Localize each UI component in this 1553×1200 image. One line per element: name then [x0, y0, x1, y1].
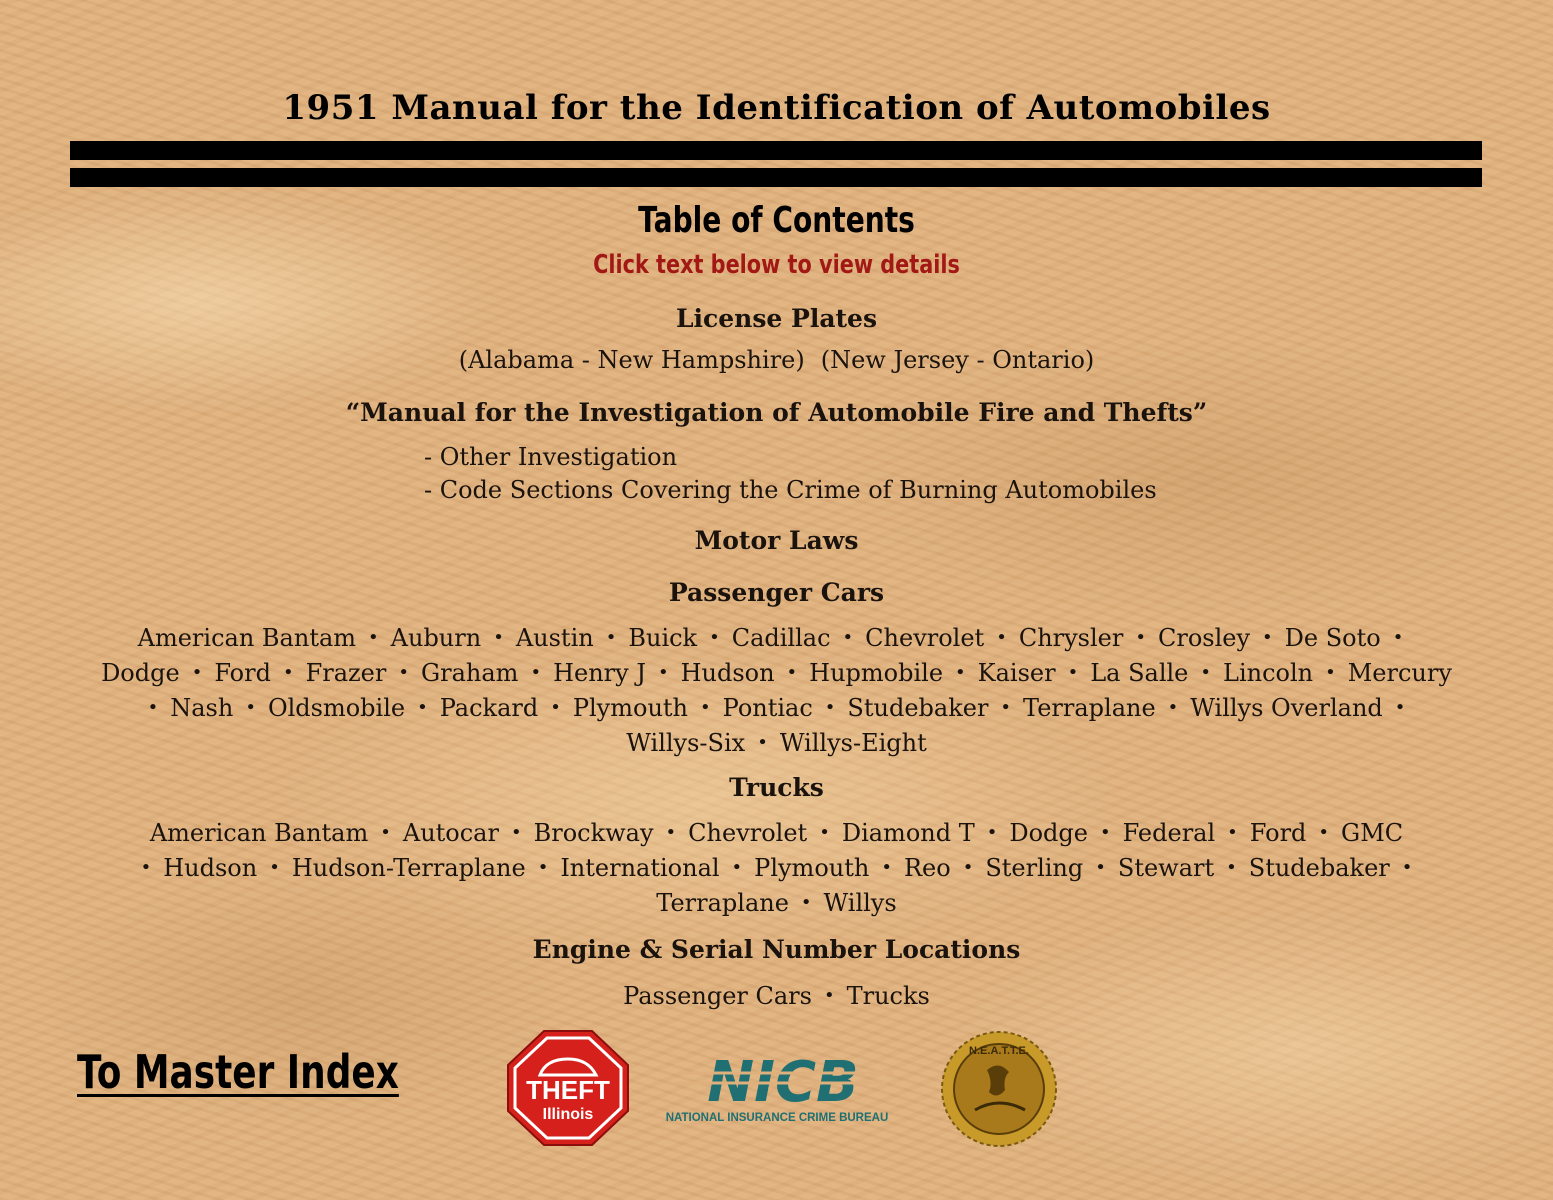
bullet-separator: •: [823, 985, 835, 1006]
passenger-cars-link-oldsmobile[interactable]: Oldsmobile: [267, 694, 406, 722]
page-title: 1951 Manual for the Identification of Automobiles: [282, 88, 1271, 128]
passenger-cars-link-dodge[interactable]: Dodge: [101, 659, 180, 687]
trucks-link-studebaker[interactable]: Studebaker: [1248, 854, 1390, 882]
license-link-alabama-new-hampshire[interactable]: (Alabama - New Hampshire): [458, 346, 805, 374]
bullet-separator: •: [269, 857, 280, 878]
bullet-separator: •: [757, 732, 768, 753]
bullet-separator: •: [550, 697, 561, 718]
passenger-cars-list: [60, 622, 1493, 762]
bullet-separator: •: [380, 822, 391, 843]
passenger-cars-link-kaiser[interactable]: Kaiser: [977, 659, 1056, 687]
bullet-separator: •: [147, 697, 159, 718]
trucks-link-stewart[interactable]: Stewart: [1117, 854, 1215, 882]
bullet-separator: •: [1226, 857, 1237, 878]
trucks-list: [100, 817, 1453, 922]
code-sections-link[interactable]: - Code Sections Covering the Crime of Burning Automobiles: [424, 476, 1157, 504]
passenger-cars-link-crosley[interactable]: Crosley: [1157, 624, 1251, 652]
svg-text:THEFT: THEFT: [526, 1075, 610, 1105]
bullet-separator: •: [700, 697, 711, 718]
passenger-cars-link-de-soto[interactable]: De Soto: [1284, 624, 1381, 652]
passenger-cars-link-chevrolet[interactable]: Chevrolet: [865, 624, 985, 652]
bullet-separator: •: [665, 822, 677, 843]
bullet-separator: •: [1167, 697, 1179, 718]
trucks-link-gmc[interactable]: GMC: [1341, 819, 1404, 847]
bullet-separator: •: [709, 627, 720, 648]
license-plates-heading[interactable]: License Plates: [675, 304, 878, 333]
neatte-seal-logo[interactable]: [939, 1030, 1059, 1148]
svg-text:NATIONAL INSURANCE CRIME BUREA: NATIONAL INSURANCE CRIME BUREAU: [665, 1112, 889, 1124]
passenger-cars-link-plymouth[interactable]: Plymouth: [572, 694, 689, 722]
passenger-cars-link-cadillac[interactable]: Cadillac: [731, 624, 831, 652]
bullet-separator: •: [824, 697, 836, 718]
license-plates-links: [0, 344, 1553, 377]
fire-thefts-manual-heading[interactable]: “Manual for the Investigation of Automobile Fire and Thefts”: [345, 398, 1208, 427]
bullet-separator: •: [657, 662, 669, 683]
bullet-separator: •: [986, 822, 998, 843]
toc-instruction: Click text below to view details: [593, 250, 960, 280]
bullet-separator: •: [1401, 857, 1413, 878]
passenger-cars-link-buick[interactable]: Buick: [628, 624, 698, 652]
trucks-link-autocar[interactable]: Autocar: [402, 819, 499, 847]
passenger-cars-link-hupmobile[interactable]: Hupmobile: [809, 659, 944, 687]
title-rule-bottom: [70, 168, 1482, 187]
bullet-separator: •: [1067, 662, 1079, 683]
bullet-separator: •: [819, 822, 830, 843]
bullet-separator: •: [996, 627, 1007, 648]
license-link-new-jersey-ontario[interactable]: (New Jersey - Ontario): [820, 346, 1095, 374]
bullet-separator: •: [530, 662, 542, 683]
bullet-separator: •: [191, 662, 203, 683]
passenger-cars-link-terraplane[interactable]: Terraplane: [1023, 694, 1156, 722]
bullet-separator: •: [493, 627, 504, 648]
svg-text:N.E.A.T.T.E.: N.E.A.T.T.E.: [969, 1045, 1029, 1057]
passenger-cars-link-la-salle[interactable]: La Salle: [1090, 659, 1189, 687]
bullet-separator: •: [417, 697, 428, 718]
passenger-cars-link-hudson[interactable]: Hudson: [680, 659, 775, 687]
passenger-cars-link-lincoln[interactable]: Lincoln: [1223, 659, 1314, 687]
trucks-link-diamond-t[interactable]: Diamond T: [841, 819, 975, 847]
trucks-link-chevrolet[interactable]: Chevrolet: [688, 819, 808, 847]
motor-laws-link[interactable]: Motor Laws: [694, 526, 859, 555]
nicb-logo[interactable]: [665, 1051, 905, 1126]
passenger-cars-link-chrysler[interactable]: Chrysler: [1018, 624, 1124, 652]
bullet-separator: •: [842, 627, 854, 648]
passenger-cars-link-pontiac[interactable]: Pontiac: [722, 694, 813, 722]
passenger-cars-link-studebaker[interactable]: Studebaker: [847, 694, 989, 722]
engine-serial-link-passenger-cars[interactable]: Passenger Cars: [623, 982, 812, 1010]
bullet-separator: •: [1392, 627, 1404, 648]
passenger-cars-link-packard[interactable]: Packard: [439, 694, 539, 722]
bullet-separator: •: [1095, 857, 1106, 878]
bullet-separator: •: [510, 822, 522, 843]
passenger-cars-link-auburn[interactable]: Auburn: [390, 624, 482, 652]
engine-serial-link-trucks[interactable]: Trucks: [846, 982, 930, 1010]
passenger-cars-link-willys-overland[interactable]: Willys Overland: [1190, 694, 1383, 722]
bullet-separator: •: [245, 697, 256, 718]
trucks-link-hudson-terraplane[interactable]: Hudson-Terraplane: [291, 854, 526, 882]
trucks-link-willys[interactable]: Willys: [823, 889, 897, 917]
bullet-separator: •: [1394, 697, 1406, 718]
bullet-separator: •: [1135, 627, 1146, 648]
bullet-separator: •: [1099, 822, 1111, 843]
trucks-link-brockway[interactable]: Brockway: [533, 819, 654, 847]
title-rule-top: [70, 141, 1482, 160]
bullet-separator: •: [1200, 662, 1212, 683]
trucks-link-dodge[interactable]: Dodge: [1009, 819, 1088, 847]
trucks-link-terraplane[interactable]: Terraplane: [656, 889, 789, 917]
bullet-separator: •: [605, 627, 617, 648]
trucks-link-sterling[interactable]: Sterling: [985, 854, 1084, 882]
passenger-cars-link-ford[interactable]: Ford: [214, 659, 271, 687]
passenger-cars-link-austin[interactable]: Austin: [515, 624, 594, 652]
bullet-separator: •: [398, 662, 409, 683]
passenger-cars-link-willys-six[interactable]: Willys-Six: [626, 729, 746, 757]
passenger-cars-link-american-bantam[interactable]: American Bantam: [137, 624, 357, 652]
theft-illinois-logo[interactable]: [506, 1029, 630, 1147]
bullet-separator: •: [140, 857, 152, 878]
passenger-cars-heading: Passenger Cars: [668, 578, 885, 607]
trucks-heading: Trucks: [729, 773, 824, 802]
passenger-cars-link-willys-eight[interactable]: Willys-Eight: [779, 729, 927, 757]
svg-text:NICB: NICB: [707, 1051, 859, 1115]
bullet-separator: •: [368, 627, 379, 648]
trucks-link-federal[interactable]: Federal: [1122, 819, 1216, 847]
trucks-link-american-bantam[interactable]: American Bantam: [149, 819, 369, 847]
passenger-cars-link-frazer[interactable]: Frazer: [305, 659, 387, 687]
bullet-separator: •: [955, 662, 966, 683]
bullet-separator: •: [731, 857, 743, 878]
passenger-cars-link-graham[interactable]: Graham: [420, 659, 519, 687]
trucks-link-plymouth[interactable]: Plymouth: [754, 854, 870, 882]
trucks-link-ford[interactable]: Ford: [1249, 819, 1307, 847]
svg-text:Illinois: Illinois: [542, 1106, 594, 1123]
bullet-separator: •: [1262, 627, 1273, 648]
bullet-separator: •: [800, 892, 812, 913]
bullet-separator: •: [881, 857, 892, 878]
bullet-separator: •: [537, 857, 549, 878]
bullet-separator: •: [282, 662, 294, 683]
toc-title: Table of Contents: [638, 200, 915, 241]
bullet-separator: •: [786, 662, 798, 683]
passenger-cars-link-henry-j[interactable]: Henry J: [553, 659, 646, 687]
bullet-separator: •: [1227, 822, 1238, 843]
fire-thefts-items: [424, 441, 1157, 507]
passenger-cars-link-mercury[interactable]: Mercury: [1347, 659, 1452, 687]
passenger-cars-link-nash[interactable]: Nash: [170, 694, 234, 722]
bullet-separator: •: [962, 857, 974, 878]
bullet-separator: •: [1000, 697, 1012, 718]
trucks-link-hudson[interactable]: Hudson: [163, 854, 258, 882]
bullet-separator: •: [1325, 662, 1336, 683]
engine-serial-links: [0, 980, 1553, 1015]
trucks-link-reo[interactable]: Reo: [903, 854, 951, 882]
engine-serial-heading: Engine & Serial Number Locations: [532, 935, 1021, 964]
trucks-link-international[interactable]: International: [560, 854, 720, 882]
bullet-separator: •: [1318, 822, 1330, 843]
other-investigation-link[interactable]: - Other Investigation: [424, 443, 678, 471]
master-index-link[interactable]: To Master Index: [77, 1045, 399, 1099]
